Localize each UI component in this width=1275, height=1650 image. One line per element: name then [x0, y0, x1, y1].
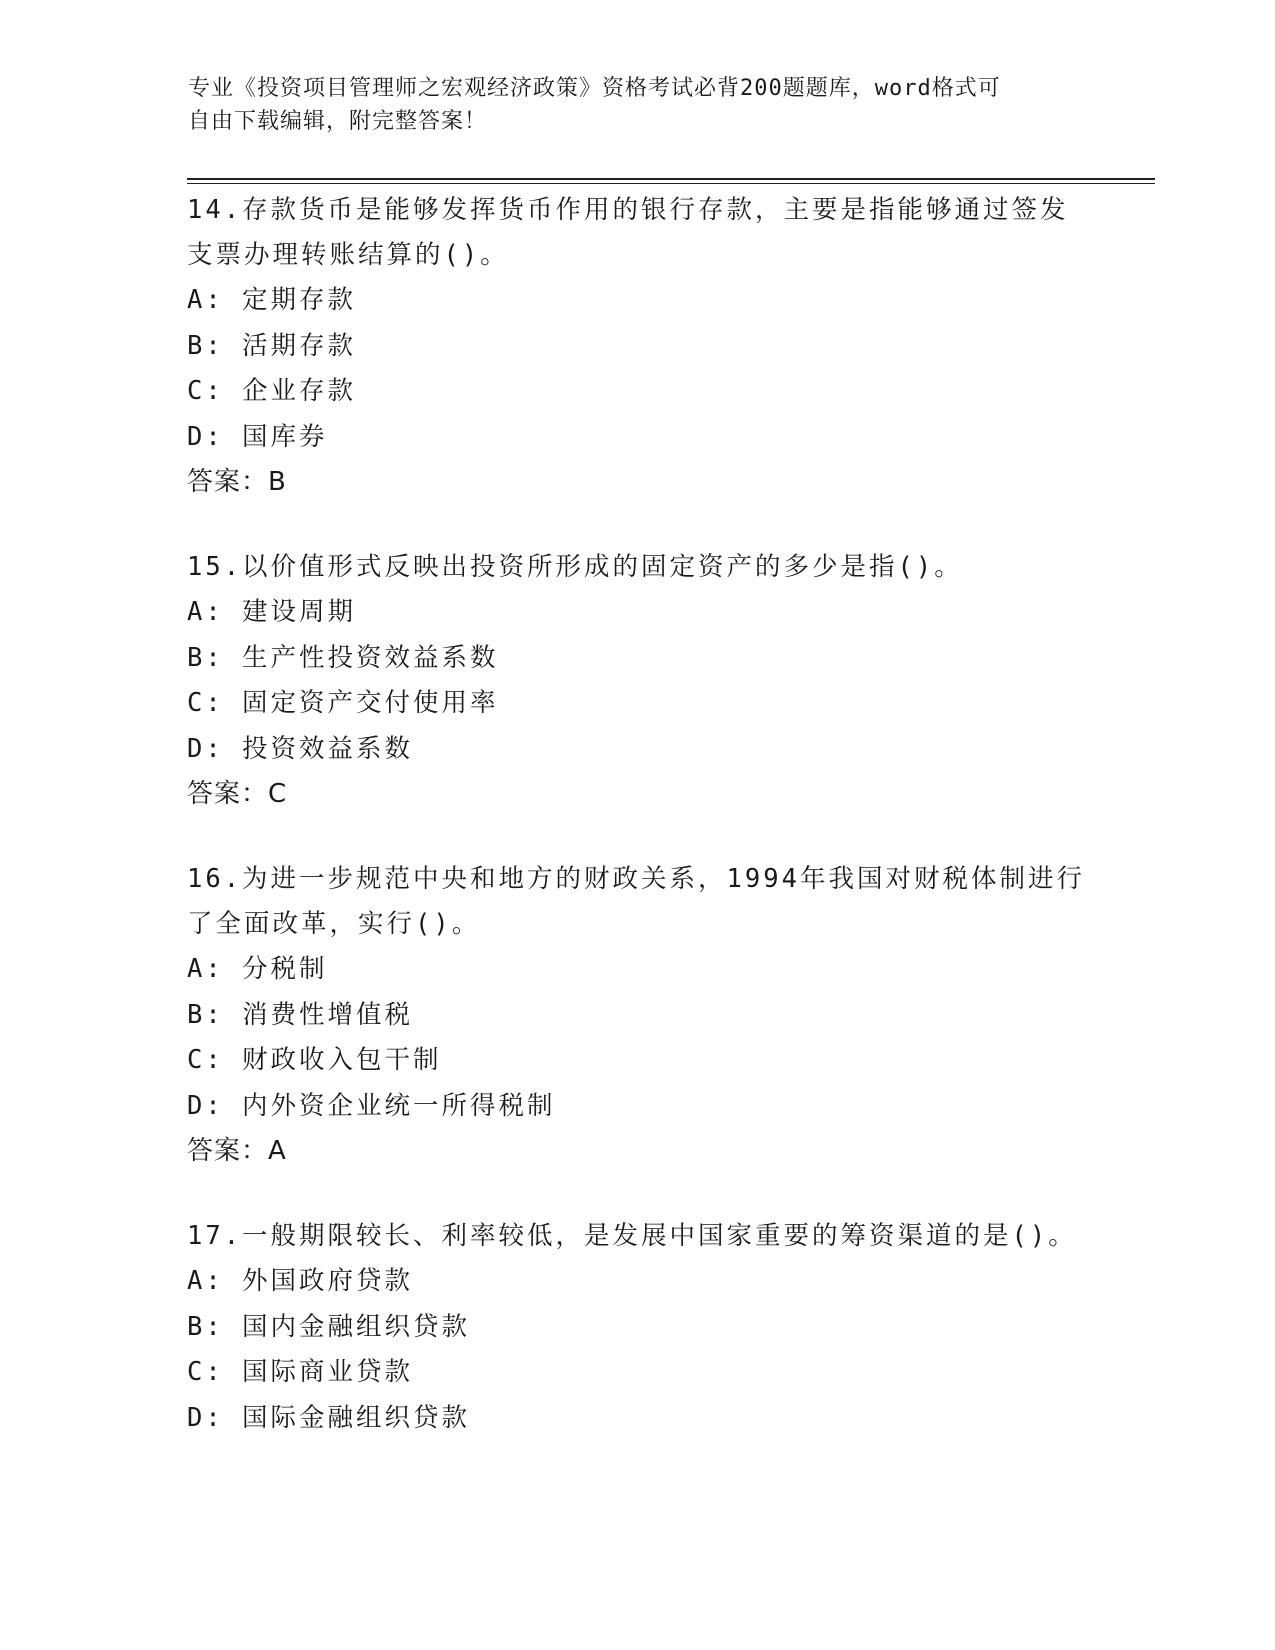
question-stem	[187, 545, 1087, 590]
option-b: B: 生产性投资效益系数	[187, 642, 499, 673]
question-17	[187, 1214, 1087, 1441]
question-15	[187, 545, 1087, 817]
option-d: D: 国库券	[187, 421, 328, 452]
question-stem	[187, 857, 1087, 947]
answer: 答案：B	[187, 467, 287, 497]
option-a: A: 外国政府贷款	[187, 1266, 414, 1296]
question-list	[187, 188, 1087, 1481]
header-line-1: 专业《投资项目管理师之宏观经济政策》资格考试必背200题题库，word格式可	[188, 76, 1001, 101]
option-d: D: 内外资企业统一所得税制	[187, 1090, 556, 1121]
header-divider-thin	[187, 183, 1155, 184]
option-c: C: 企业存款	[187, 376, 357, 406]
answer: 答案：A	[187, 1136, 287, 1166]
option-a: A: 建设周期	[187, 597, 357, 627]
document-header	[188, 72, 1068, 138]
option-a: A: 定期存款	[187, 285, 357, 315]
question-14	[187, 188, 1087, 505]
option-b: B: 活期存款	[187, 330, 357, 361]
option-c: C: 固定资产交付使用率	[187, 688, 499, 718]
question-stem-line: 16.为进一步规范中央和地方的财政关系，1994年我国对财税体制进行	[187, 864, 1085, 894]
question-16	[187, 857, 1087, 1174]
option-d: D: 国际金融组织贷款	[187, 1402, 471, 1433]
option-c: C: 国际商业贷款	[187, 1357, 414, 1387]
option-a: A: 分税制	[187, 954, 328, 984]
question-stem	[187, 1214, 1087, 1259]
answer: 答案：C	[187, 779, 288, 809]
question-stem-line: 支票办理转账结算的()。	[187, 240, 509, 270]
question-stem-line: 了全面改革，实行()。	[187, 909, 481, 939]
option-d: D: 投资效益系数	[187, 733, 414, 764]
option-b: B: 国内金融组织贷款	[187, 1311, 471, 1342]
option-c: C: 财政收入包干制	[187, 1045, 442, 1075]
header-divider-thick	[187, 178, 1155, 180]
question-stem-line: 14.存款货币是能够发挥货币作用的银行存款，主要是指能够通过签发	[187, 195, 1069, 225]
question-stem	[187, 188, 1087, 278]
option-b: B: 消费性增值税	[187, 999, 414, 1030]
question-stem-line: 15.以价值形式反映出投资所形成的固定资产的多少是指()。	[187, 552, 963, 582]
header-line-2: 自由下载编辑，附完整答案！	[188, 109, 488, 134]
question-stem-line: 17.一般期限较长、利率较低，是发展中国家重要的筹资渠道的是()。	[187, 1221, 1077, 1251]
